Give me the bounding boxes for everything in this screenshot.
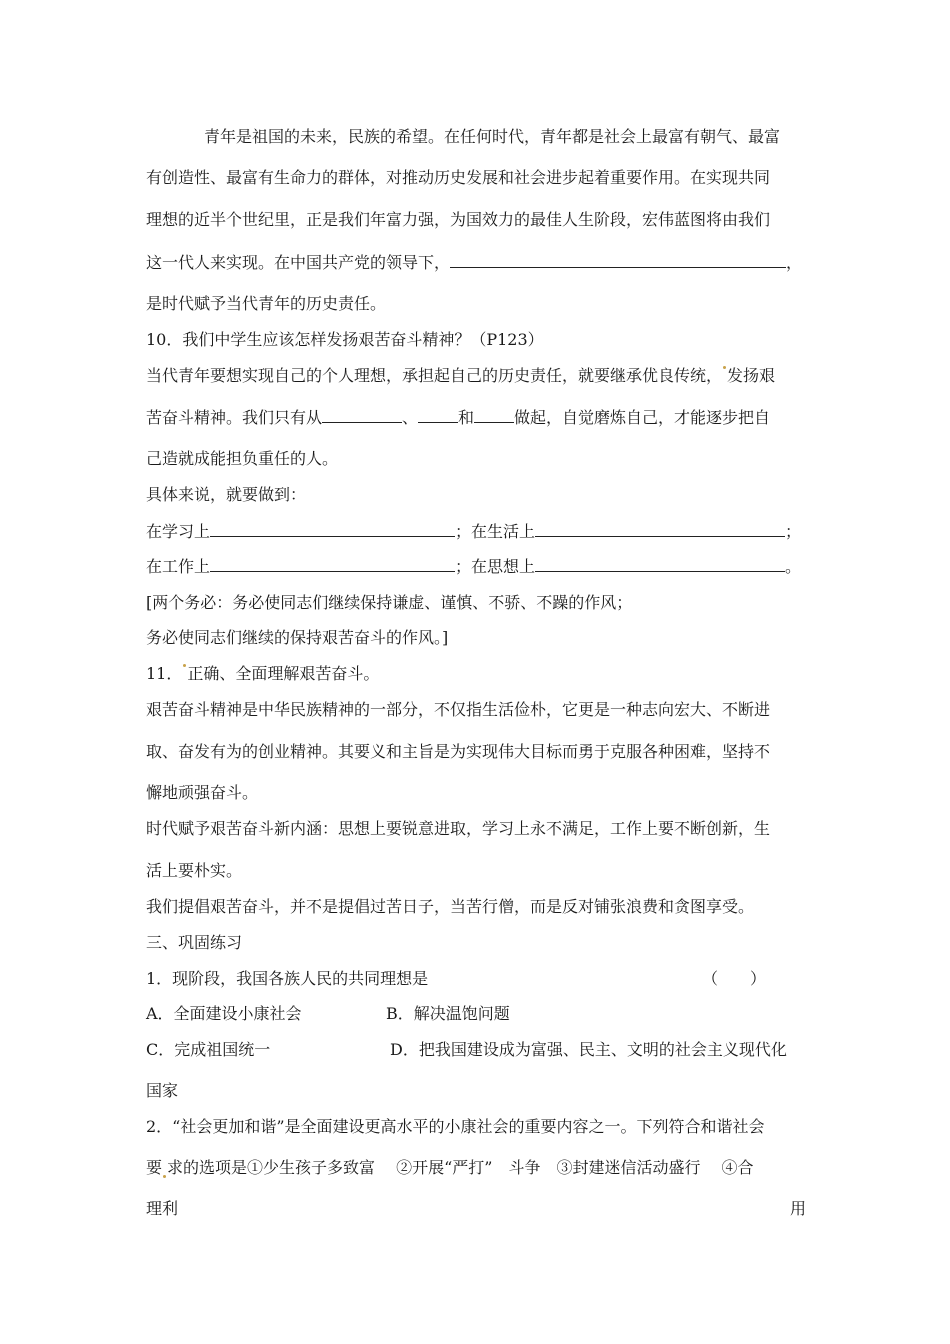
ink-dot <box>723 366 726 369</box>
para1-line2: 有创造性、最富有生命力的群体，对推动历史发展和社会进步起着重要作用。在实现共同 <box>146 168 771 187</box>
q11-para-line3: 懈地顽强奋斗。 <box>146 783 259 802</box>
q10-work-thought-row <box>146 556 801 577</box>
q10-life-label: ；在生活上 <box>455 522 536 541</box>
practice-q2-line2-a: 要 <box>146 1158 163 1177</box>
q11-para-line2: 取、奋发有为的创业精神。其要义和主旨是为实现伟大目标而勇于克服各种困难，坚持不 <box>146 742 771 761</box>
q10-line1 <box>146 366 775 386</box>
q10-specific: 具体来说，就要做到： <box>146 485 307 504</box>
q11-para-line5: 活上要朴实。 <box>146 861 243 880</box>
answer-blank[interactable] <box>450 252 786 268</box>
ink-dot <box>183 664 186 667</box>
q11-number: 11． <box>146 664 183 683</box>
answer-blank[interactable] <box>535 556 785 572</box>
q10-line2-c: 和 <box>458 408 475 427</box>
q10-row-end: 。 <box>785 557 802 576</box>
para1-line4-comma: ， <box>786 253 803 272</box>
section3-heading: 三、巩固练习 <box>146 933 243 952</box>
practice-q1-text: 1．现阶段，我国各族人民的共同理想是 <box>146 969 429 988</box>
para1-line5: 是时代赋予当代青年的历史责任。 <box>146 294 387 313</box>
practice-q1-option-a[interactable]: A．全面建设小康社会 <box>146 1004 302 1023</box>
practice-q2-line1: 2．“社会更加和谐”是全面建设更高水平的小康社会的重要内容之一。下列符合和谐社会 <box>146 1117 765 1136</box>
q10-line2-d: 做起，自觉磨炼自己，才能逐步把自 <box>514 408 771 427</box>
q10-study-life-row <box>146 521 801 542</box>
answer-blank[interactable] <box>474 407 514 423</box>
practice-q1-stem <box>146 969 428 989</box>
practice-q1-option-d-cont: 国家 <box>146 1081 179 1100</box>
q10-line1-end: 发扬艰 <box>727 366 776 385</box>
practice-q2-line2-b: 求的选项是①少生孩子多致富 ②开展“严打” 斗争 ③封建迷信活动盛行 ④合 <box>167 1158 754 1177</box>
q10-thought-label: ；在思想上 <box>455 557 536 576</box>
answer-blank[interactable] <box>535 521 785 537</box>
practice-q1-paren[interactable]: （ ） <box>702 969 767 988</box>
q10-line3: 己造就成能担负重任的人。 <box>146 449 339 468</box>
practice-q2-line3-a: 理利 <box>146 1199 179 1218</box>
q10-bracket-line1: [两个务必：务必使同志们继续保持谦虚、谨慎、不骄、不躁的作风； <box>146 593 633 612</box>
practice-q1-option-b[interactable]: B．解决温饱问题 <box>386 1004 510 1023</box>
practice-q2-line3-b: 用 <box>789 1199 806 1218</box>
q11-para-line4: 时代赋予艰苦奋斗新内涵：思想上要锐意进取，学习上永不满足，工作上要不断创新，生 <box>146 819 771 838</box>
q11-para-line6: 我们提倡艰苦奋斗，并不是提倡过苦日子，当苦行僧，而是反对铺张浪费和贪图享受。 <box>146 897 755 916</box>
q10-title: 10．我们中学生应该怎样发扬艰苦奋斗精神？（P123） <box>146 330 544 349</box>
q10-line2-a: 苦奋斗精神。我们只有从 <box>146 408 323 427</box>
q10-bracket-line2: 务必使同志们继续的保持艰苦奋斗的作风。] <box>146 628 449 647</box>
answer-blank[interactable] <box>418 407 458 423</box>
para1-line4-text: 这一代人来实现。在中国共产党的领导下， <box>146 253 451 272</box>
para1-line4 <box>146 252 802 273</box>
practice-q1-option-c[interactable]: C．完成祖国统一 <box>146 1040 271 1059</box>
practice-q1-option-d[interactable]: D．把我国建设成为富强、民主、文明的社会主义现代化 <box>390 1040 787 1059</box>
practice-q2-line2 <box>146 1158 754 1178</box>
q10-line2 <box>146 407 770 428</box>
ink-dot <box>163 1175 166 1178</box>
practice-q2-line3 <box>146 1199 806 1219</box>
answer-blank[interactable] <box>210 521 455 537</box>
answer-blank[interactable] <box>322 407 402 423</box>
para1-line3: 理想的近半个世纪里，正是我们年富力强，为国效力的最佳人生阶段，宏伟蓝图将由我们 <box>146 210 771 229</box>
para1-line1: 青年是祖国的未来，民族的希望。在任何时代，青年都是社会上最富有朝气、最富 <box>204 127 781 146</box>
q10-work-label: 在工作上 <box>146 557 211 576</box>
q11-para-line1: 艰苦奋斗精神是中华民族精神的一部分，不仅指生活俭朴，它更是一种志向宏大、不断进 <box>146 700 771 719</box>
answer-blank[interactable] <box>210 556 455 572</box>
q10-line1-text: 当代青年要想实现自己的个人理想，承担起自己的历史责任，就要继承优良传统， <box>146 366 723 385</box>
q10-row-sep: ； <box>785 522 802 541</box>
q10-line2-b: 、 <box>402 408 419 427</box>
q11-title <box>146 664 379 684</box>
q10-study-label: 在学习上 <box>146 522 211 541</box>
q11-title-text: 正确、全面理解艰苦奋斗。 <box>187 664 380 683</box>
